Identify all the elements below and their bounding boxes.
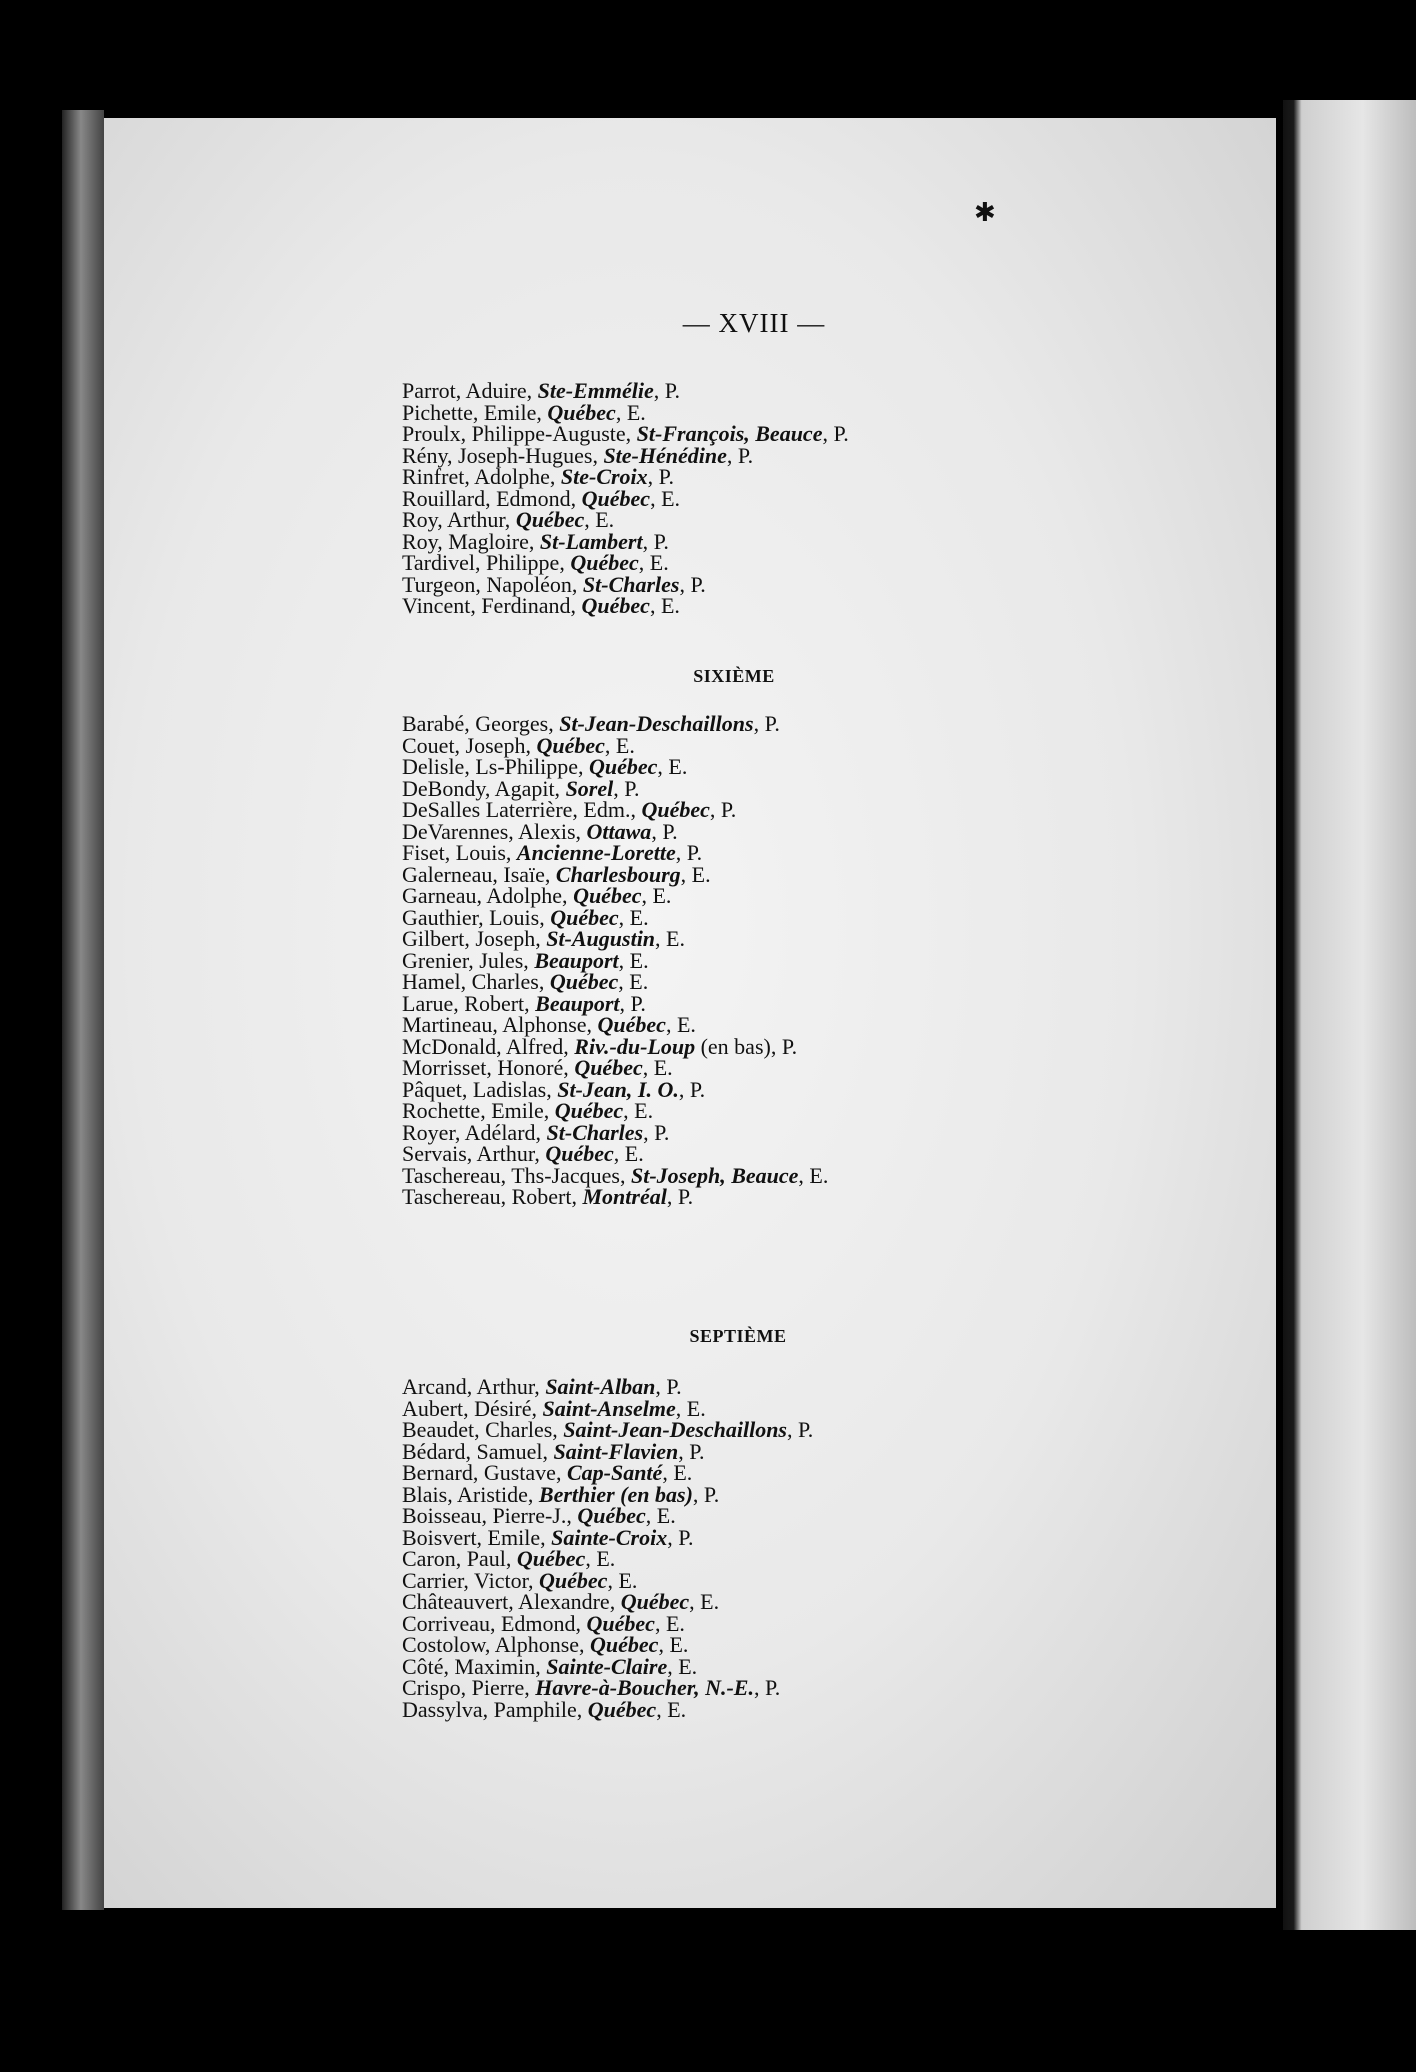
entry-place: Québec (597, 1012, 666, 1037)
entry-name: Rouillard, Edmond, (402, 485, 582, 511)
entry-suffix: , P. (709, 797, 737, 822)
entry-name: Roy, Magloire, (402, 528, 540, 554)
entry-place: Saint-Jean-Deschaillons (563, 1417, 787, 1442)
entry-suffix: , E. (618, 904, 649, 930)
entry-name: Boisvert, Emile, (402, 1524, 552, 1550)
list-item (402, 1462, 813, 1484)
entry-place: Cap-Santé (566, 1460, 663, 1485)
entry-place: Québec (550, 904, 619, 930)
entry-suffix: , E. (689, 1589, 720, 1614)
entry-name: Pichette, Emile, (402, 399, 548, 425)
film-edge-right (1283, 100, 1416, 1930)
entry-suffix: , E. (662, 1460, 693, 1485)
list-item (402, 1076, 828, 1102)
entry-suffix: , E. (638, 550, 669, 575)
entry-name: Costolow, Alphonse, (402, 1632, 591, 1657)
list-item (402, 1481, 813, 1507)
list-item (402, 485, 849, 511)
entry-place: St-Lambert (539, 528, 643, 554)
entry-suffix: , E. (618, 969, 649, 994)
entry-place: Québec (536, 732, 605, 758)
list-item (402, 1395, 813, 1421)
entry-name: Servais, Arthur, (402, 1141, 546, 1166)
entry-place: St-Augustin (546, 926, 656, 951)
entry-place: Québec (586, 1610, 655, 1636)
entry-suffix: , E. (584, 507, 615, 532)
entry-place: Sainte-Croix (551, 1524, 668, 1550)
entry-place: Québec (588, 754, 658, 779)
list-item (402, 1610, 813, 1636)
entry-place: Havre-à-Boucher, N.-E. (535, 1675, 754, 1700)
list-item (402, 1567, 813, 1593)
entry-place: Québec (573, 883, 642, 908)
entry-suffix: , E. (642, 1055, 673, 1080)
entry-place: Québec (545, 1141, 614, 1166)
ink-blot-icon: ✱ (974, 198, 996, 227)
list-item (402, 1162, 829, 1188)
entry-suffix: , E. (645, 1503, 676, 1528)
entry-place: Québec (590, 1632, 659, 1657)
entry-suffix: , E. (657, 754, 688, 779)
entry-place: Beauport (535, 990, 620, 1016)
entry-place: Ancienne-Lorette (516, 840, 676, 865)
list-item (402, 595, 849, 617)
entry-suffix: , E. (798, 1162, 829, 1188)
entry-suffix: , P. (678, 1076, 706, 1102)
entry-place: Québec (581, 593, 650, 618)
entry-name: Rinfret, Adolphe, (402, 464, 561, 489)
entry-name: Arcand, Arthur, (402, 1374, 546, 1399)
entry-name: Rény, Joseph-Hugues, (402, 442, 604, 468)
list-item (402, 904, 828, 930)
entry-suffix: , E. (658, 1632, 689, 1657)
entry-place: Québec (587, 1696, 657, 1722)
list-item (402, 818, 828, 844)
entry-place: Saint-Anselme (542, 1395, 676, 1421)
film-edge-left (62, 110, 104, 1910)
entry-suffix: , E. (650, 485, 681, 511)
entry-name: Hamel, Charles, (402, 969, 550, 994)
section-heading-sixieme: SIXIÈME (693, 666, 775, 686)
list-item (402, 1119, 828, 1145)
entry-name: Vincent, Ferdinand, (402, 593, 582, 618)
entry-suffix: , P. (667, 1524, 694, 1550)
list-item (402, 442, 849, 468)
list-item (402, 1014, 828, 1036)
page-number: — XVIII — (682, 308, 826, 338)
list-item (402, 1376, 813, 1398)
entry-place: Québec (516, 1546, 586, 1571)
entry-name: Bédard, Samuel, (402, 1438, 554, 1464)
entry-name: McDonald, Alfred, (402, 1033, 575, 1059)
entry-place: St-Jean-Deschaillons (559, 711, 754, 736)
entry-place: Charlesbourg (555, 861, 681, 887)
entry-suffix: , E. (655, 926, 685, 951)
entry-suffix: , E. (585, 1546, 616, 1571)
list-item (402, 775, 828, 801)
section-1-list (402, 380, 849, 617)
entry-place: Berthier (en bas) (538, 1481, 693, 1507)
list-item (402, 466, 849, 488)
entry-suffix: , P. (613, 775, 640, 801)
entry-suffix: , P. (647, 464, 674, 489)
entry-place: St-Charles (546, 1119, 644, 1145)
list-item (402, 1653, 813, 1679)
list-item (402, 423, 849, 445)
list-item (402, 928, 828, 950)
entry-name: Tardivel, Philippe, (402, 550, 571, 575)
list-item (402, 861, 828, 887)
entry-name: Gauthier, Louis, (402, 904, 551, 930)
list-item (402, 799, 828, 821)
entry-name: Rochette, Emile, (402, 1098, 555, 1123)
list-item (402, 1143, 828, 1165)
entry-suffix: , P. (753, 1675, 781, 1700)
entry-suffix: , E. (656, 1696, 687, 1722)
entry-place: Québec (547, 399, 616, 425)
entry-place: St-Jean, I. O. (557, 1076, 679, 1102)
section-heading-septieme: SEPTIÈME (689, 1326, 787, 1346)
list-item (402, 1591, 813, 1613)
entry-place: Québec (515, 507, 585, 532)
entry-name: Côté, Maximin, (402, 1653, 547, 1679)
entry-suffix: , P. (651, 818, 678, 844)
entry-suffix: , E. (613, 1141, 644, 1166)
entry-name: Caron, Paul, (402, 1546, 517, 1571)
entry-name: Gilbert, Joseph, (402, 926, 547, 951)
entry-name: Boisseau, Pierre-J., (402, 1503, 578, 1528)
entry-name: Galerneau, Isaïe, (402, 861, 556, 887)
entry-name: DeBondy, Agapit, (402, 775, 566, 801)
entry-place: Montréal (582, 1184, 667, 1209)
entry-place: Québec (574, 1055, 643, 1080)
entry-suffix: (en bas), P. (695, 1033, 798, 1059)
entry-name: Martineau, Alphonse, (402, 1012, 598, 1037)
entry-name: Turgeon, Napoléon, (402, 571, 583, 597)
entry-place: Ste-Emmélie (537, 378, 654, 403)
entry-name: Couet, Joseph, (402, 732, 537, 758)
entry-suffix: , E. (615, 399, 646, 425)
entry-place: St-Charles (582, 571, 680, 597)
entry-place: Québec (539, 1567, 608, 1593)
entry-suffix: , E. (649, 593, 680, 618)
list-item (402, 947, 828, 973)
entry-suffix: , E. (665, 1012, 696, 1037)
list-item (402, 990, 828, 1016)
entry-name: Bernard, Gustave, (402, 1460, 567, 1485)
list-item (402, 1033, 828, 1059)
list-item (402, 1438, 813, 1464)
entry-place: Beauport (534, 947, 619, 973)
list-item (402, 571, 849, 597)
section-3-list (402, 1376, 813, 1720)
list-item (402, 713, 828, 735)
section-2-list (402, 713, 828, 1208)
entry-suffix: , P. (787, 1417, 814, 1442)
entry-name: Grenier, Jules, (402, 947, 535, 973)
list-item (402, 552, 849, 574)
entry-place: St-François, Beauce (636, 421, 823, 446)
entry-name: Beaudet, Charles, (402, 1417, 564, 1442)
entry-name: Proulx, Philippe-Auguste, (402, 421, 637, 446)
entry-suffix: , E. (667, 1653, 698, 1679)
entry-suffix: , P. (822, 421, 849, 446)
entry-suffix: , E. (607, 1567, 638, 1593)
list-item (402, 1696, 813, 1722)
entry-suffix: , E. (604, 732, 635, 758)
entry-name: Taschereau, Ths-Jacques, (402, 1162, 631, 1188)
list-item (402, 842, 828, 864)
entry-suffix: , P. (679, 571, 706, 597)
list-item (402, 756, 828, 778)
entry-place: Québec (570, 550, 639, 575)
list-item (402, 1524, 813, 1550)
entry-name: Corriveau, Edmond, (402, 1610, 587, 1636)
list-item (402, 1505, 813, 1527)
entry-suffix: , P. (678, 1438, 705, 1464)
entry-name: DeVarennes, Alexis, (402, 818, 587, 844)
entry-place: Québec (554, 1098, 624, 1123)
entry-name: Blais, Aristide, (402, 1481, 539, 1507)
list-item (402, 380, 849, 402)
entry-place: Saint-Alban (545, 1374, 656, 1399)
entry-name: Morrisset, Honoré, (402, 1055, 575, 1080)
entry-suffix: , P. (692, 1481, 720, 1507)
list-item (402, 732, 828, 758)
entry-place: Saint-Flavien (553, 1438, 679, 1464)
entry-name: Royer, Adélard, (402, 1119, 547, 1145)
entry-place: Ste-Croix (560, 464, 648, 489)
entry-place: Québec (641, 797, 710, 822)
list-item (402, 971, 828, 993)
entry-suffix: , E. (680, 861, 711, 887)
entry-place: Québec (577, 1503, 646, 1528)
entry-name: Dassylva, Pamphile, (402, 1696, 588, 1722)
document-page (104, 118, 1276, 1908)
entry-suffix: , P. (653, 378, 681, 403)
entry-name: Garneau, Adolphe, (402, 883, 574, 908)
entry-place: Ottawa (586, 818, 652, 844)
entry-place: St-Joseph, Beauce (630, 1162, 799, 1188)
entry-place: Québec (581, 485, 651, 511)
list-item (402, 1634, 813, 1656)
entry-suffix: , P. (643, 1119, 670, 1145)
list-item (402, 1100, 828, 1122)
entry-place: Ste-Hénédine (603, 442, 727, 468)
list-item (402, 885, 828, 907)
entry-suffix: , E. (641, 883, 672, 908)
entry-suffix: , E. (654, 1610, 685, 1636)
entry-suffix: , P. (619, 990, 646, 1016)
entry-place: Québec (620, 1589, 690, 1614)
entry-name: Taschereau, Robert, (402, 1184, 583, 1209)
entry-name: Carrier, Victor, (402, 1567, 540, 1593)
list-item (402, 399, 849, 425)
entry-name: Larue, Robert, (402, 990, 536, 1016)
entry-place: Riv.-du-Loup (574, 1033, 696, 1059)
entry-name: DeSalles Laterrière, Edm., (402, 797, 642, 822)
list-item (402, 1186, 828, 1208)
entry-suffix: , P. (726, 442, 754, 468)
list-item (402, 1419, 813, 1441)
entry-place: Sainte-Claire (546, 1653, 668, 1679)
entry-name: Delisle, Ls-Philippe, (402, 754, 589, 779)
entry-name: Pâquet, Ladislas, (402, 1076, 558, 1102)
entry-place: Québec (549, 969, 619, 994)
entry-name: Châteauvert, Alexandre, (402, 1589, 621, 1614)
entry-name: Crispo, Pierre, (402, 1675, 536, 1700)
list-item (402, 1057, 828, 1079)
list-item (402, 1677, 813, 1699)
list-item (402, 1548, 813, 1570)
entry-name: Barabé, Georges, (402, 711, 560, 736)
entry-suffix: , P. (642, 528, 669, 554)
entry-suffix: , P. (666, 1184, 694, 1209)
entry-suffix: , P. (655, 1374, 682, 1399)
list-item (402, 528, 849, 554)
entry-suffix: , E. (675, 1395, 706, 1421)
entry-suffix: , E. (618, 947, 649, 973)
entry-suffix: , P. (675, 840, 703, 865)
entry-suffix: , P. (753, 711, 780, 736)
entry-suffix: , E. (623, 1098, 654, 1123)
entry-name: Roy, Arthur, (402, 507, 516, 532)
entry-name: Parrot, Aduire, (402, 378, 538, 403)
list-item (402, 509, 849, 531)
entry-name: Aubert, Désiré, (402, 1395, 543, 1421)
entry-place: Sorel (565, 775, 614, 801)
entry-name: Fiset, Louis, (402, 840, 517, 865)
